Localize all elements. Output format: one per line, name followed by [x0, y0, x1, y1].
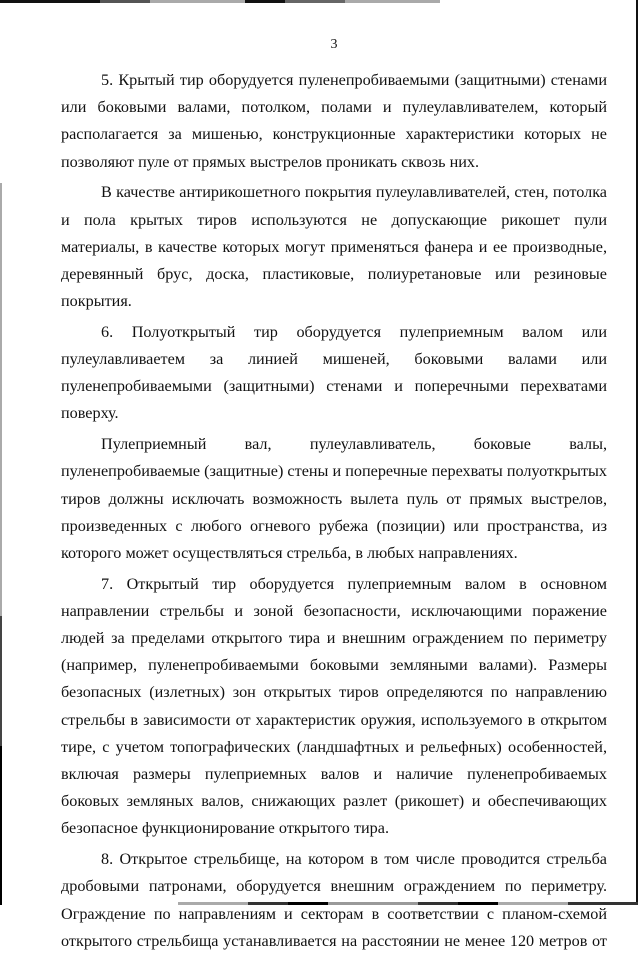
- scan-border-right: [636, 0, 638, 905]
- paragraph-6-semi-open-range: 6. Полуоткрытый тир оборудуется пулеприемным валом или пулеулавливаетем за линией мишеней, боковыми валами или пуленепробиваемыми (защитными) стенами и поперечными перехватами поверху.: [61, 322, 607, 423]
- paragraph-anti-ricochet-coating: В качестве антирикошетного покрытия пулеулавливателей, стен, потолка и пола крытых тиров используются не допускающие рикошет пули материалы, в качестве которых могут применяться фанера и ее производные, деревянный брус, доска, пластиковые, полиуретановые или резиновые покрытия.: [61, 183, 607, 311]
- paragraph-semi-open-range-requirements: Пулеприемный вал, пулеулавливатель, боковые валы, пуленепробиваемые (защитные) стены и поперечные перехваты полуоткрытых тиров должны исключать возможность вылета пуль от прямых выстрелов, произведенных с любого огневого рубежа (позиции) или пространства, из которого может осуществляться стрельба, в любых направлениях.: [61, 435, 607, 562]
- paragraph-7-open-range: 7. Открытый тир оборудуется пулеприемным валом в основном направлении стрельбы и зоной безопасности, исключающими поражение людей за пределами открытого тира и внешним ограждением по периметру (например, пуленепробиваемыми боковыми земляными валами). Размеры безопасных (излетных) зон открытых тиров определяются по направлению стрельбы в зависимости от характеристик оружия, используемого в открытом тире, с учетом топографических (ландшафтных и рельефных) особенностей, включая размеры пулеприемных валов и наличие пуленепробиваемых боковых земляных валов, снижающих разлет (рикошет) и обеспечивающих безопасное функционирование открытого тира.: [61, 574, 607, 838]
- scan-border-left: [0, 183, 2, 905]
- scan-border-top: [0, 0, 440, 3]
- paragraph-8-open-shooting-ground: 8. Открытое стрельбище, на котором в том числе проводится стрельба дробовыми патронами, оборудуется внешним ограждением по периметру. Ограждение по направлениям и секторам в соответствии с планом-схемой открытого стрельбища устанавливается на расстоянии не менее 120 метров от: [61, 850, 607, 950]
- page-number: 3: [330, 37, 338, 52]
- paragraph-5-covered-range: 5. Крытый тир оборудуется пуленепробиваемыми (защитными) стенами или боковыми валами, потолком, полами и пулеулавливателем, который располагается за мишенью, конструкционные характеристики которых не позволяют пуле от прямых выстрелов проникать сквозь них.: [61, 71, 607, 171]
- document-body: [61, 67, 607, 959]
